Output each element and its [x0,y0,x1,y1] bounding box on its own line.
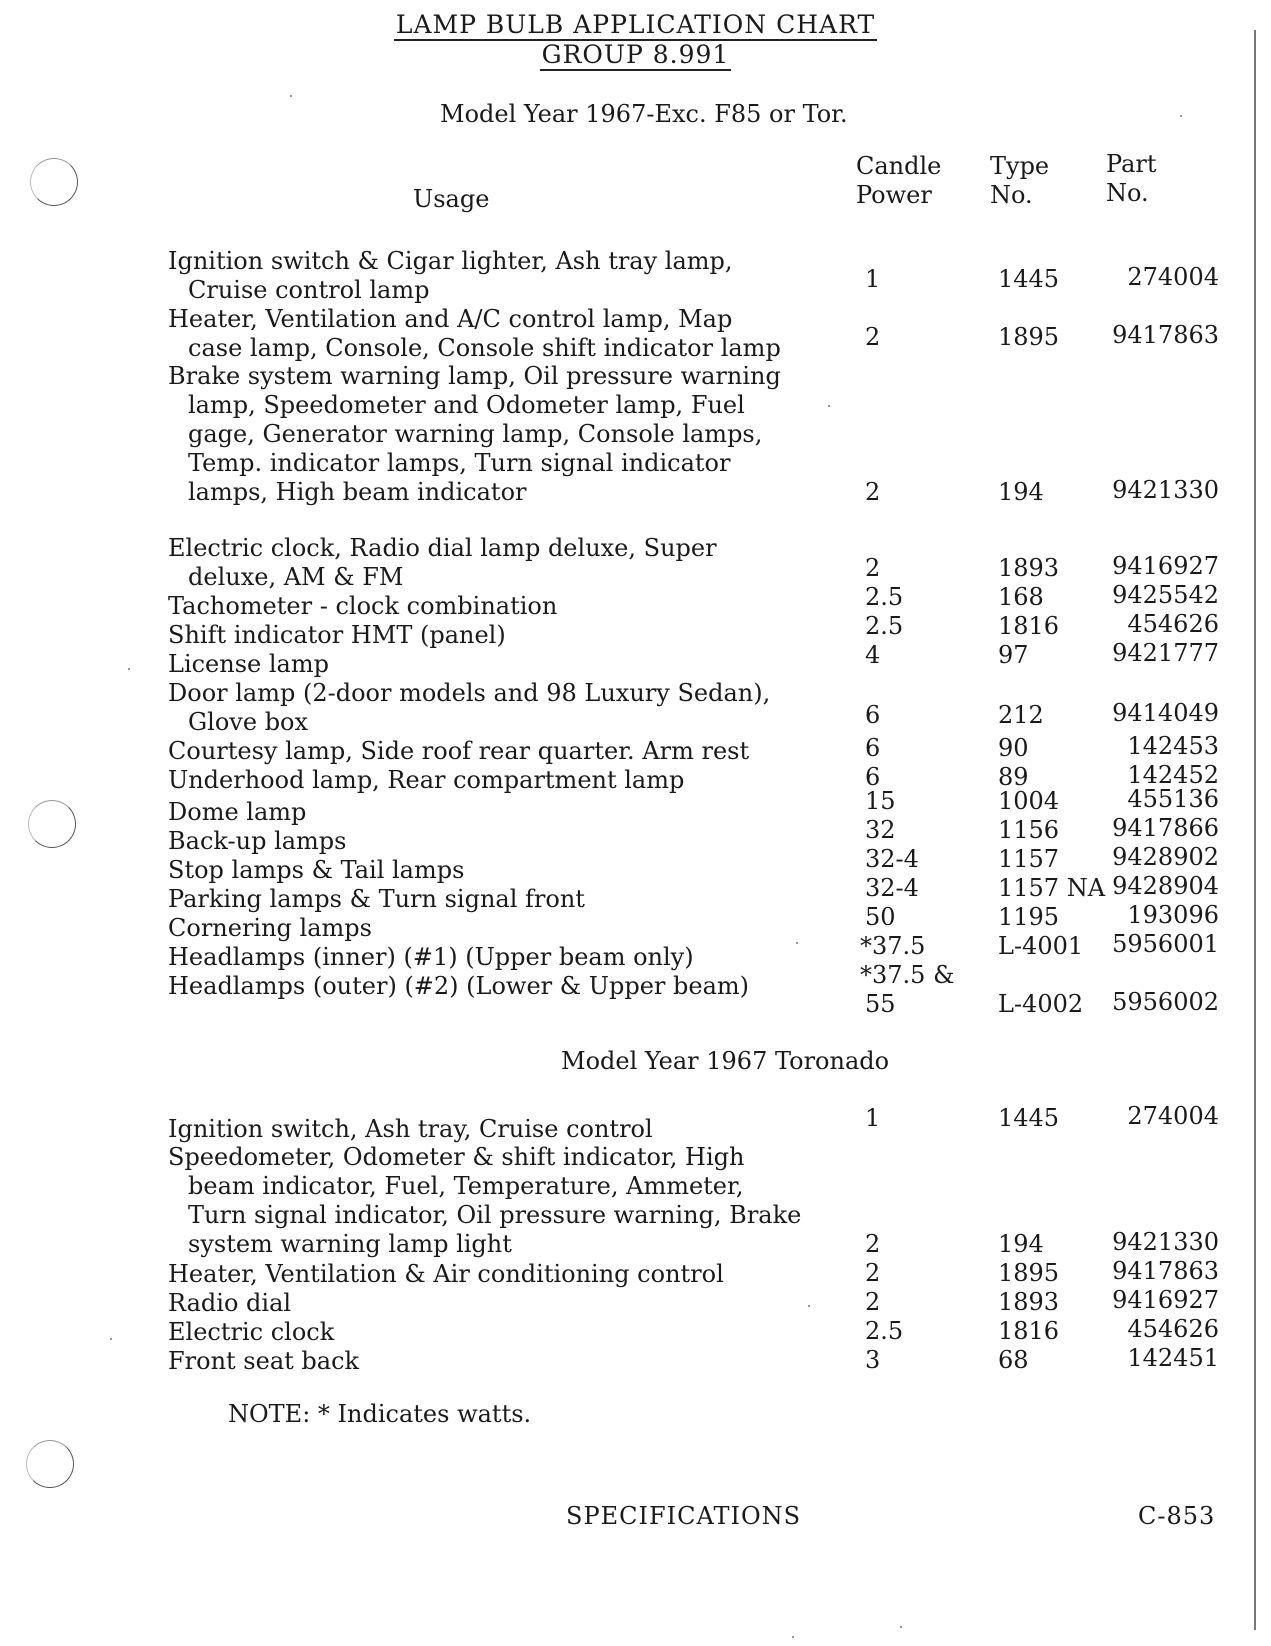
column-header-usage: Usage [413,185,490,213]
type-no-cell: 68 [998,1346,1029,1374]
usage-cell: Underhood lamp, Rear compartment lamp [168,766,685,794]
type-no-cell: 1816 [998,1317,1060,1345]
part-no-cell: 9421777 [1112,639,1219,667]
type-no-cell: 90 [998,734,1029,762]
usage-cell: Radio dial [168,1289,292,1317]
candle-power-cell: 1 [865,265,881,293]
type-no-cell: 168 [998,583,1044,611]
part-no-cell: 9421330 [1112,1228,1219,1256]
type-no-cell: 194 [998,478,1044,506]
footer-page-number: C-853 [1138,1502,1216,1530]
candle-power-cell: 32-4 [865,845,919,873]
part-no-cell: 274004 [1127,1102,1219,1130]
usage-cell: Cornering lamps [168,914,372,942]
usage-cell: Ignition switch & Cigar lighter, Ash tray lamp, Cruise control lamp [168,247,733,304]
type-no-cell: 1445 [998,1104,1060,1132]
part-no-cell: 9428902 [1112,843,1219,871]
section-heading-toronado: Model Year 1967 Toronado [561,1047,890,1075]
candle-power-cell: 6 [865,701,881,729]
usage-cell: Front seat back [168,1347,360,1375]
candle-power-cell: *37.5 & [860,961,955,989]
scan-speck [128,668,130,670]
column-header-part-no: Part No. [1106,150,1157,207]
scan-speck [900,1626,902,1628]
binder-hole-bottom [26,1440,74,1488]
candle-power-cell: 2 [865,323,881,351]
usage-cell: Brake system warning lamp, Oil pressure warning lamp, Speedometer and Odometer lamp, Fuel gage, Generator warning lamp, Console lamps, Temp. indicator lamps, Turn signal indicator lamps, High beam indicator [168,362,781,506]
chart-title: LAMP BULB APPLICATION CHART [395,10,876,39]
part-no-cell: 193096 [1127,901,1219,929]
candle-power-cell: 2.5 [865,583,904,611]
candle-power-cell: 2 [865,1259,881,1287]
type-no-cell: 97 [998,641,1029,669]
usage-cell: Tachometer - clock combination [168,592,558,620]
type-no-cell: 1893 [998,554,1060,582]
candle-power-cell: 1 [865,1104,881,1132]
part-no-cell: 9417863 [1112,1257,1219,1285]
type-no-cell: 1893 [998,1288,1060,1316]
binder-hole-top [30,158,78,206]
part-no-cell: 454626 [1127,610,1219,638]
page-edge [1254,30,1256,1630]
scan-speck [792,1636,794,1638]
scan-speck [828,405,830,407]
type-no-cell: L-4001 [998,932,1084,960]
part-no-cell: 142451 [1127,1344,1219,1372]
part-no-cell: 5956002 [1112,988,1219,1016]
candle-power-cell: 2 [865,478,881,506]
candle-power-cell: 2 [865,1230,881,1258]
candle-power-cell: 32-4 [865,874,919,902]
usage-cell: Headlamps (inner) (#1) (Upper beam only) [168,943,694,971]
usage-cell: Door lamp (2-door models and 98 Luxury Sedan), Glove box [168,679,771,736]
type-no-cell: L-4002 [998,990,1084,1018]
type-no-cell: 1195 [998,903,1060,931]
usage-cell: Stop lamps & Tail lamps [168,856,465,884]
footnote: NOTE: * Indicates watts. [228,1400,532,1428]
usage-cell: Heater, Ventilation & Air conditioning control [168,1260,724,1288]
candle-power-cell: 2 [865,554,881,582]
scan-speck [1180,115,1182,117]
group-number: GROUP 8.991 [541,40,730,69]
candle-power-cell: *37.5 [860,932,926,960]
part-no-cell: 142452 [1127,761,1219,789]
part-no-cell: 9416927 [1112,1286,1219,1314]
section-heading-1967-exc: Model Year 1967-Exc. F85 or Tor. [440,100,848,128]
scan-speck [796,942,798,944]
part-no-cell: 455136 [1127,785,1219,813]
usage-cell: Heater, Ventilation and A/C control lamp, Map case lamp, Console, Console shift indicator lamp [168,305,781,362]
usage-cell: License lamp [168,650,329,678]
type-no-cell: 194 [998,1230,1044,1258]
type-no-cell: 1895 [998,1259,1060,1287]
scan-speck [110,1338,112,1340]
scan-speck [808,1305,810,1307]
part-no-cell: 5956001 [1112,930,1219,958]
type-no-cell: 89 [998,763,1029,791]
part-no-cell: 9416927 [1112,552,1219,580]
type-no-cell: 1004 [998,787,1060,815]
candle-power-cell: 15 [865,787,896,815]
usage-cell: Electric clock [168,1318,335,1346]
candle-power-cell: 2 [865,1288,881,1316]
usage-cell: Dome lamp [168,798,307,826]
part-no-cell: 9425542 [1112,581,1219,609]
usage-cell: Headlamps (outer) (#2) (Lower & Upper beam) [168,972,750,1000]
candle-power-cell: 50 [865,903,896,931]
footer-section-label: SPECIFICATIONS [566,1502,802,1530]
candle-power-cell: 2.5 [865,612,904,640]
usage-cell: Back-up lamps [168,827,347,855]
usage-cell: Courtesy lamp, Side roof rear quarter. Arm rest [168,737,750,765]
type-no-cell: 212 [998,701,1044,729]
candle-power-cell: 6 [865,763,881,791]
usage-cell: Electric clock, Radio dial lamp deluxe, Super deluxe, AM & FM [168,534,717,591]
part-no-cell: 142453 [1127,732,1219,760]
part-no-cell: 9417866 [1112,814,1219,842]
part-no-cell: 274004 [1127,263,1219,291]
candle-power-cell: 2.5 [865,1317,904,1345]
type-no-cell: 1816 [998,612,1060,640]
usage-cell: Parking lamps & Turn signal front [168,885,585,913]
part-no-cell: 9428904 [1112,872,1219,900]
column-header-candle-power: Candle Power [856,152,942,209]
type-no-cell: 1157 [998,845,1060,873]
usage-cell: Speedometer, Odometer & shift indicator, High beam indicator, Fuel, Temperature, Ammeter, Turn signal indicator, Oil pressure warning, Brake system warning lamp light [168,1143,802,1258]
type-no-cell: 1445 [998,265,1060,293]
usage-cell: Shift indicator HMT (panel) [168,621,506,649]
binder-hole-middle [28,800,76,848]
part-no-cell: 9421330 [1112,476,1219,504]
scan-speck [290,95,292,97]
candle-power-cell: 4 [865,641,881,669]
candle-power-cell-continued: 55 [865,990,896,1018]
candle-power-cell: 3 [865,1346,881,1374]
type-no-cell: 1895 [998,323,1060,351]
part-no-cell: 454626 [1127,1315,1219,1343]
type-no-cell: 1156 [998,816,1060,844]
part-no-cell: 9414049 [1112,699,1219,727]
column-header-type-no: Type No. [990,152,1050,209]
candle-power-cell: 6 [865,734,881,762]
type-no-cell: 1157 NA [998,874,1106,902]
part-no-cell: 9417863 [1112,321,1219,349]
candle-power-cell: 32 [865,816,896,844]
usage-cell: Ignition switch, Ash tray, Cruise control [168,1115,653,1143]
